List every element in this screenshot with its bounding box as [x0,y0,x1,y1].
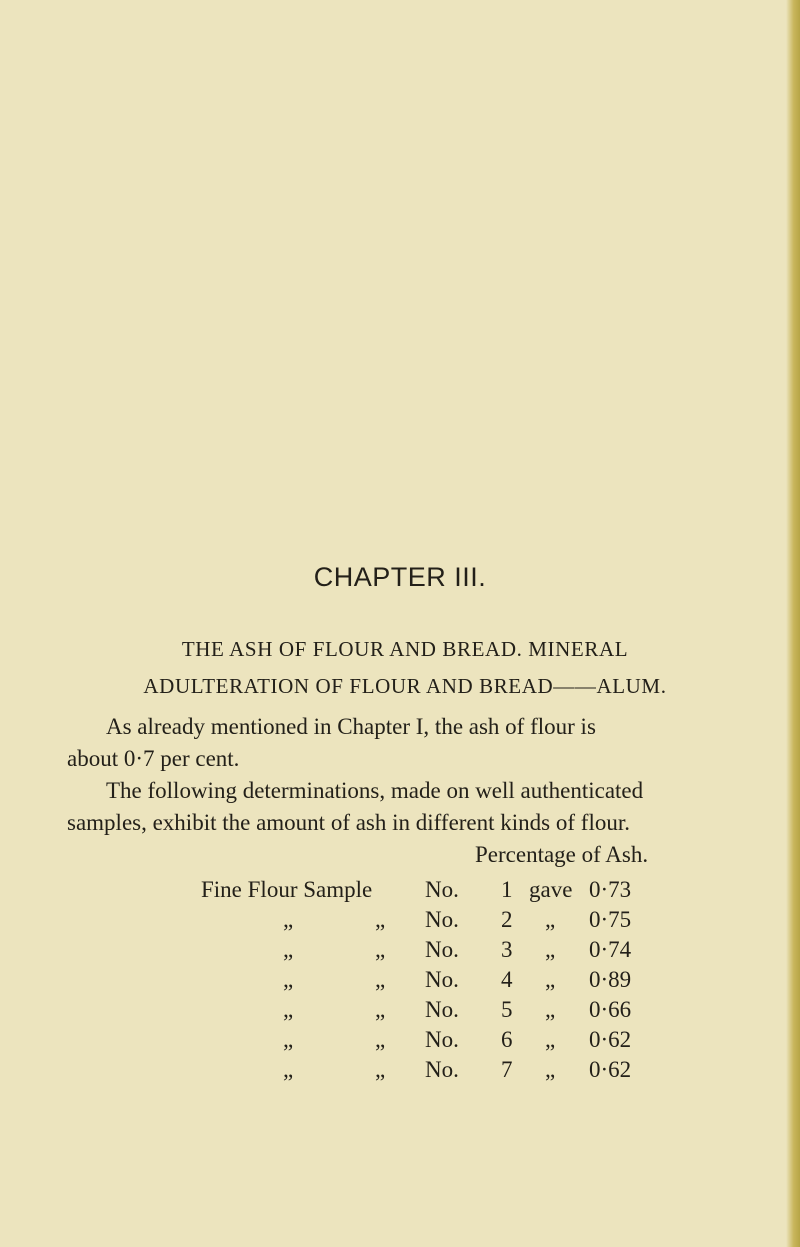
sample-no-label: No. [425,1027,459,1052]
ash-value: 0·89 [589,967,632,992]
ditto-mark: „ [545,937,556,962]
ash-value: 0·74 [589,937,632,962]
gave-label: gave [529,877,573,902]
ditto-mark: „ [283,937,294,962]
sample-number: 7 [501,1057,513,1082]
sample-number: 6 [501,1027,513,1052]
ditto-mark: „ [545,1057,556,1082]
ditto-mark: „ [545,997,556,1022]
sample-number: 4 [501,967,513,992]
ditto-mark: „ [375,1057,386,1082]
table-caption: Percentage of Ash. [475,842,649,867]
ash-value: 0·73 [589,877,632,902]
sample-no-label: No. [425,937,459,962]
table-row [0,1027,800,1057]
ash-value: 0·62 [589,1057,632,1082]
ditto-mark: „ [375,907,386,932]
ditto-mark: „ [545,907,556,932]
sample-number: 1 [501,877,513,902]
sample-no-label: No. [425,1057,459,1082]
sample-no-label: No. [425,907,459,932]
paragraph-line-2: about 0·7 per cent. [67,746,240,771]
chapter-heading-line-1: THE ASH OF FLOUR AND BREAD. MINERAL [181,637,629,661]
table-row [0,907,800,937]
sample-number: 5 [501,997,513,1022]
table-row [0,1057,800,1087]
table-row [0,967,800,997]
chapter-heading-line-2: ADULTERATION OF FLOUR AND BREAD——ALUM. [143,674,667,698]
ditto-mark: „ [545,967,556,992]
sample-no-label: No. [425,877,459,902]
ash-value: 0·66 [589,997,632,1022]
ditto-mark: „ [375,1027,386,1052]
table-row [0,877,800,907]
sample-no-label: No. [425,967,459,992]
sample-number: 2 [501,907,513,932]
ditto-mark: „ [283,967,294,992]
ash-value: 0·75 [589,907,632,932]
paragraph-line-1: As already mentioned in Chapter I, the ash of flour is [106,714,596,739]
sample-number: 3 [501,937,513,962]
ditto-mark: „ [375,997,386,1022]
ditto-mark: „ [375,937,386,962]
ditto-mark: „ [545,1027,556,1052]
ditto-mark: „ [283,1057,294,1082]
chapter-title: CHAPTER III. [313,562,487,592]
table-row [0,997,800,1027]
ditto-mark: „ [283,907,294,932]
ditto-mark: „ [283,997,294,1022]
table-row [0,937,800,967]
ditto-mark: „ [283,1027,294,1052]
paragraph-line-3: The following determinations, made on well authenticated [106,778,644,803]
sample-no-label: No. [425,997,459,1022]
paragraph-line-4: samples, exhibit the amount of ash in different kinds of flour. [67,810,630,835]
ditto-mark: „ [375,967,386,992]
ash-value: 0·62 [589,1027,632,1052]
sample-label: Fine Flour Sample [201,877,373,902]
